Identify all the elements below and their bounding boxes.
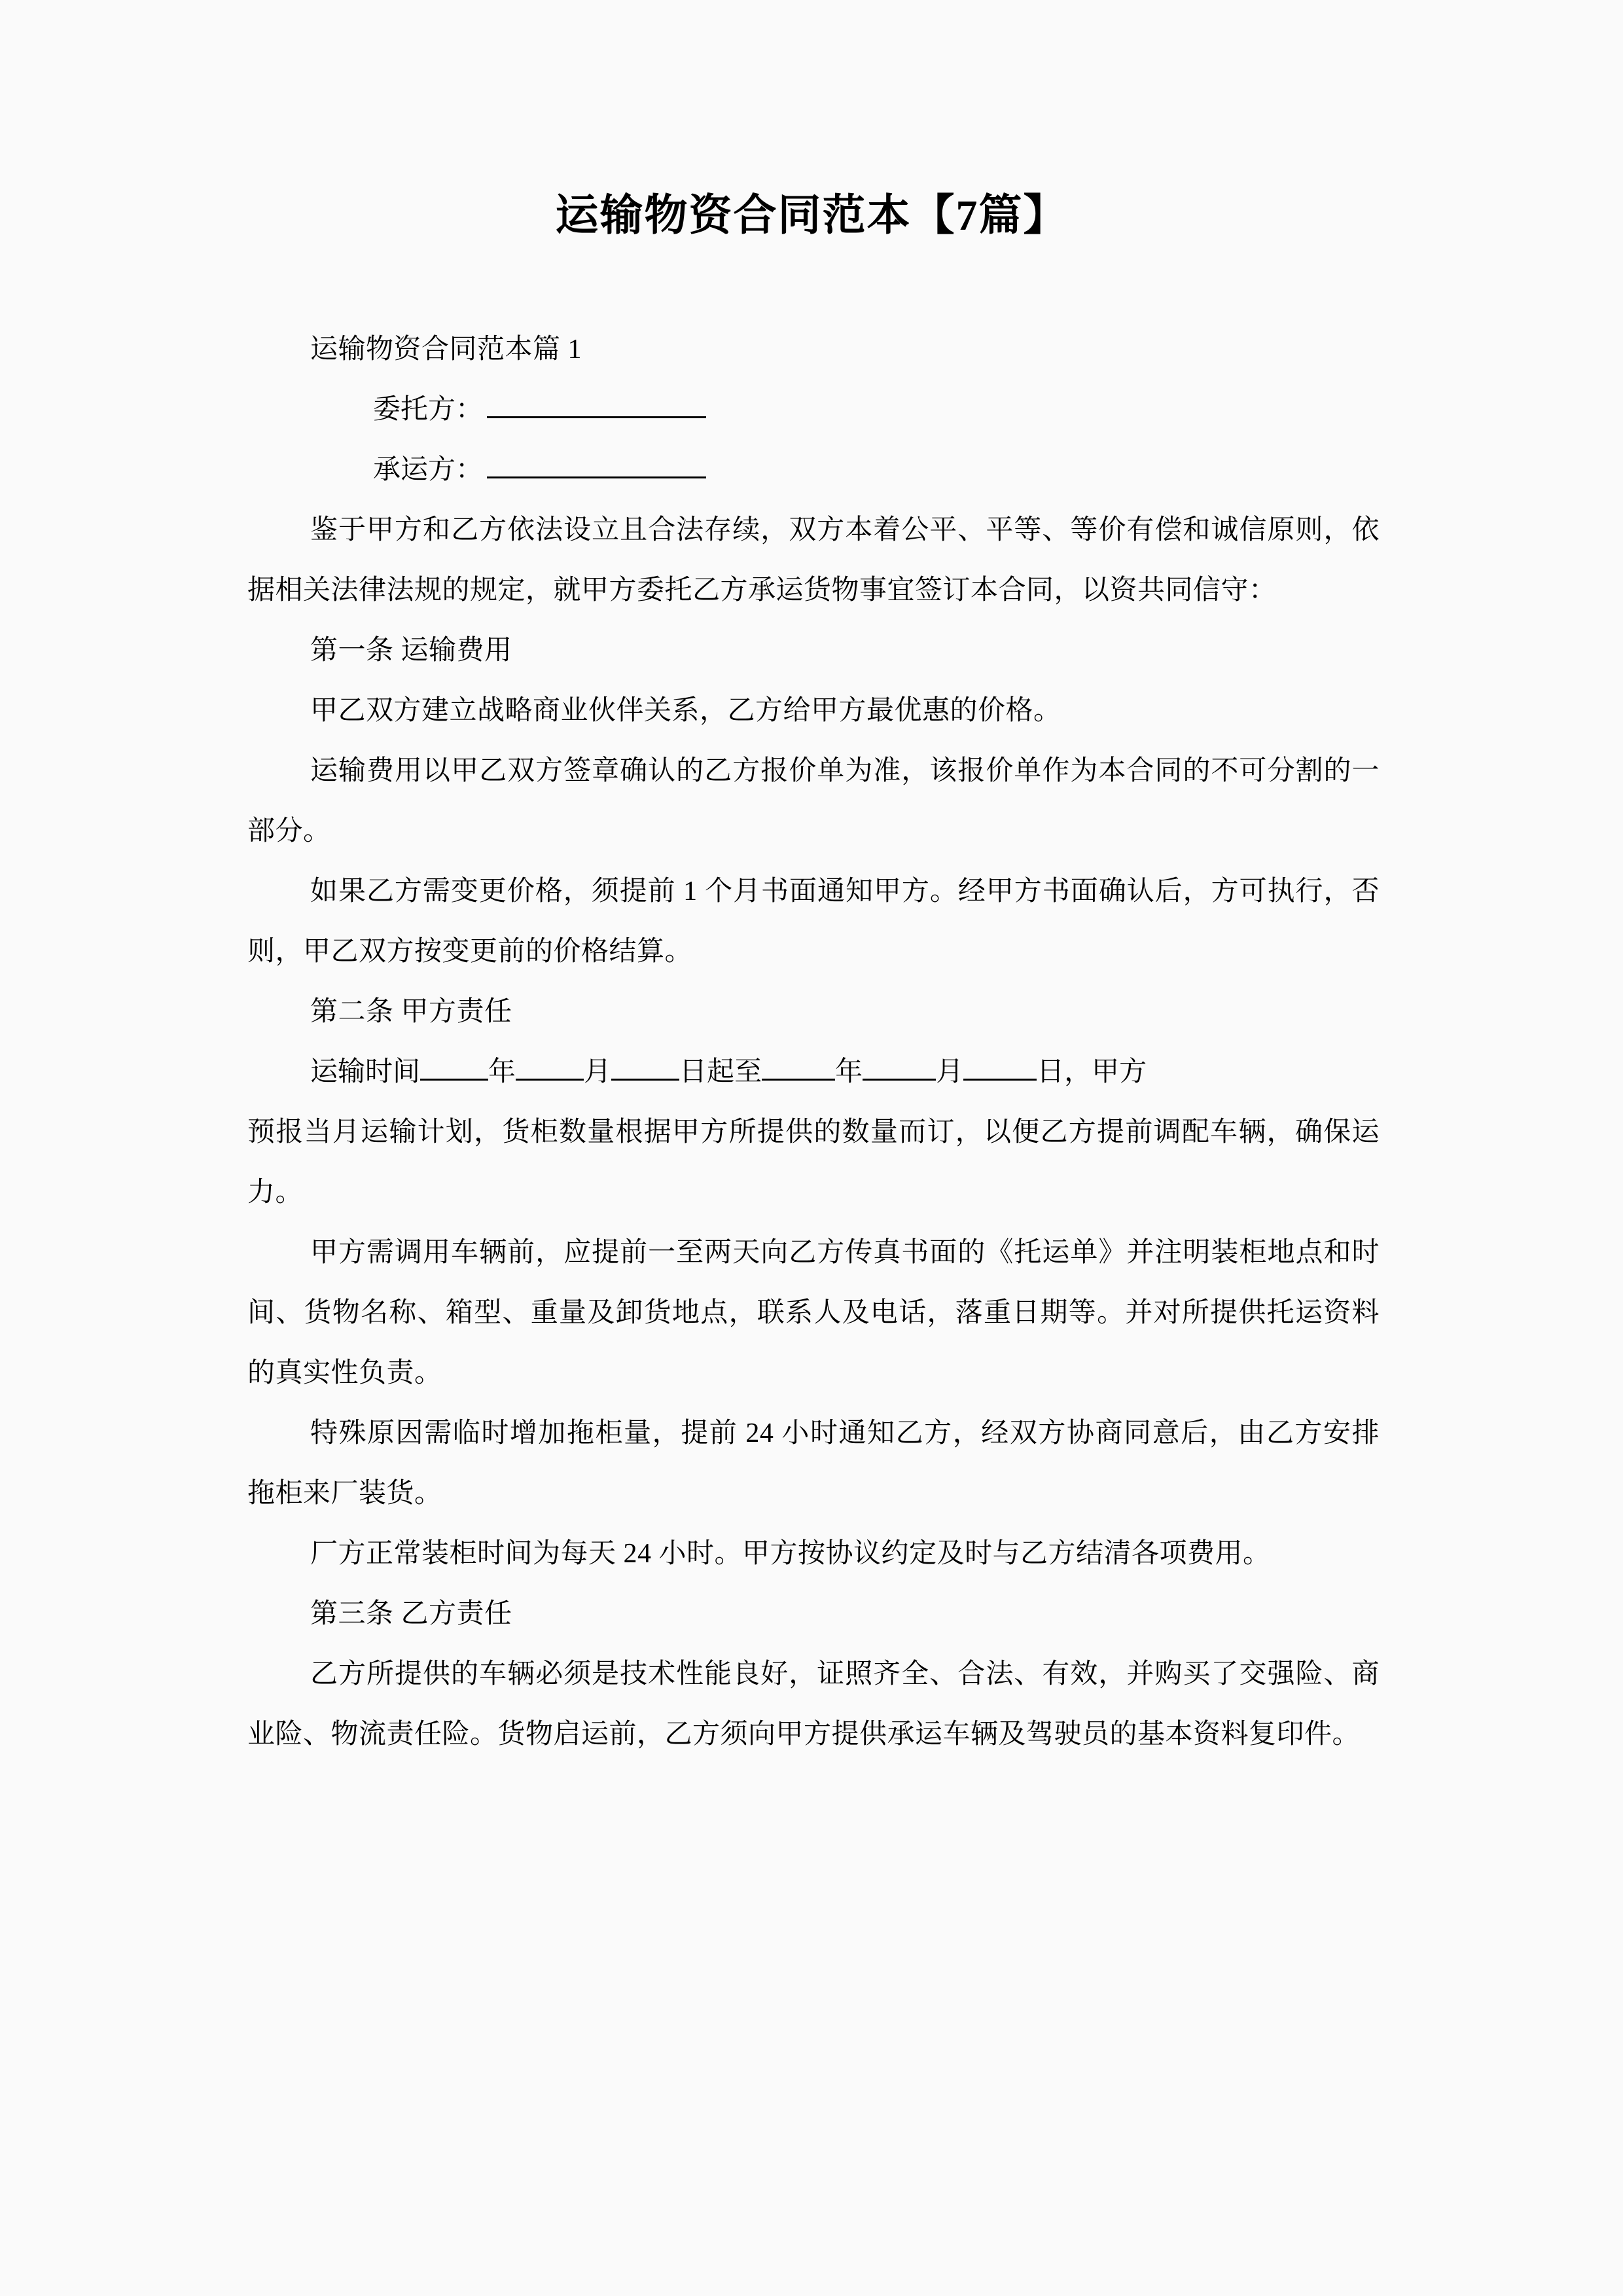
- article-2-paragraph-4: 厂方正常装柜时间为每天 24 小时。甲方按协议约定及时与乙方结清各项费用。: [310, 1539, 1271, 1569]
- page-title: 运输物资合同范本【7篇】: [555, 192, 1068, 240]
- field-row-entrusting-party: [247, 380, 1380, 440]
- start-day-unit: 日: [679, 1057, 707, 1087]
- article-1-heading: 第一条 运输费用: [310, 636, 512, 666]
- start-year-unit: 年: [488, 1057, 516, 1087]
- transport-date-suffix: ，甲方: [1064, 1057, 1147, 1087]
- carrier-party-input[interactable]: [487, 457, 706, 478]
- end-year-unit: 年: [835, 1057, 863, 1087]
- entrusting-party-label: 委托方：: [373, 395, 484, 425]
- entrusting-party-input[interactable]: [487, 397, 706, 418]
- end-month-input[interactable]: [863, 1059, 936, 1081]
- article-2-paragraph-3: 特殊原因需临时增加拖柜量，提前 24 小时通知乙方，经双方协商同意后，由乙方安排拖柜来厂装货。: [247, 1418, 1380, 1509]
- start-day-input[interactable]: [611, 1059, 679, 1081]
- start-month-unit: 月: [584, 1057, 612, 1087]
- date-range-separator: 起至: [707, 1057, 762, 1087]
- section-heading: 运输物资合同范本篇 1: [310, 334, 582, 365]
- article-3-paragraph-1: 乙方所提供的车辆必须是技术性能良好，证照齐全、合法、有效，并购买了交强险、商业险、物流责任险。货物启运前，乙方须向甲方提供承运车辆及驾驶员的基本资料复印件。: [247, 1659, 1380, 1749]
- end-year-input[interactable]: [762, 1059, 835, 1081]
- article-1-paragraph-2: 运输费用以甲乙双方签章确认的乙方报价单为准，该报价单作为本合同的不可分割的一部分。: [247, 756, 1380, 846]
- end-day-unit: 日: [1037, 1057, 1065, 1087]
- carrier-party-label: 承运方：: [373, 455, 484, 485]
- preamble-paragraph: 鉴于甲方和乙方依法设立且合法存续，双方本着公平、平等、等价有偿和诚信原则，依据相关法律法规的规定，就甲方委托乙方承运货物事宜签订本合同，以资共同信守：: [247, 515, 1380, 605]
- end-month-unit: 月: [936, 1057, 964, 1087]
- field-row-carrier-party: [247, 440, 1380, 500]
- start-month-input[interactable]: [516, 1059, 584, 1081]
- transport-date-prefix: 运输时间: [310, 1057, 421, 1087]
- article-1-paragraph-3: 如果乙方需变更价格，须提前 1 个月书面通知甲方。经甲方书面确认后，方可执行，否则，甲乙双方按变更前的价格结算。: [247, 876, 1380, 967]
- start-year-input[interactable]: [420, 1059, 488, 1081]
- article-2-heading: 第二条 甲方责任: [310, 997, 512, 1027]
- article-1-paragraph-1: 甲乙双方建立战略商业伙伴关系，乙方给甲方最优惠的价格。: [310, 696, 1061, 726]
- end-day-input[interactable]: [963, 1059, 1037, 1081]
- article-2-paragraph-1: 预报当月运输计划，货柜数量根据甲方所提供的数量而订，以便乙方提前调配车辆，确保运力。: [247, 1117, 1380, 1208]
- transport-date-line: [247, 1042, 1380, 1102]
- document-body: [247, 319, 1380, 1765]
- article-3-heading: 第三条 乙方责任: [310, 1599, 512, 1629]
- article-2-paragraph-2: 甲方需调用车辆前，应提前一至两天向乙方传真书面的《托运单》并注明装柜地点和时间、货物名称、箱型、重量及卸货地点，联系人及电话，落重日期等。并对所提供托运资料的真实性负责。: [247, 1238, 1380, 1388]
